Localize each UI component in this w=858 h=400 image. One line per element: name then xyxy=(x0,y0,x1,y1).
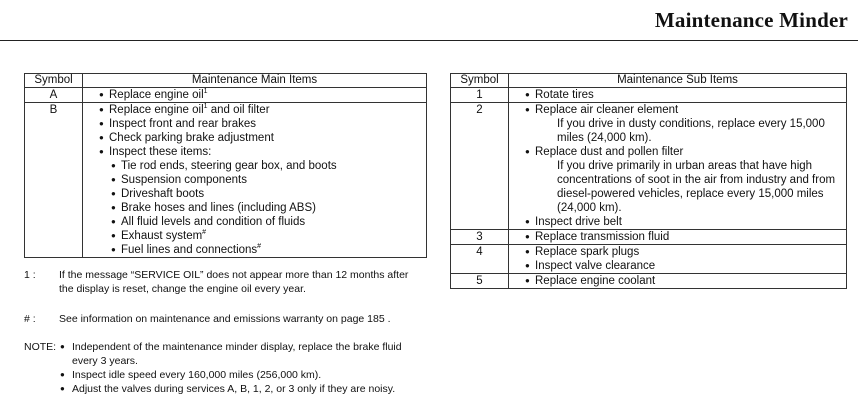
items-cell xyxy=(509,245,847,274)
symbol-cell: 4 xyxy=(451,245,509,274)
main-items-table xyxy=(24,73,427,258)
items-cell xyxy=(509,88,847,103)
symbol-cell: 5 xyxy=(451,274,509,289)
table-row xyxy=(451,274,847,289)
table-row xyxy=(25,103,427,258)
symbol-cell: 2 xyxy=(451,103,509,230)
symbol-cell: A xyxy=(25,88,83,103)
item-note: If you drive primarily in urban areas that have high concentrations of soot in the air from industry and from diesel-powered vehicles, replace every 15,000 miles (24,000 km). xyxy=(557,160,836,214)
footnote-mark: 1 : xyxy=(24,269,36,281)
list-item: ● Rotate tires xyxy=(525,88,842,102)
list-item: ● Replace dust and pollen filter If you drive primarily in urban areas that have high concentrations of soot in the air from industry and from diesel-powered vehicles, replace every 15,000 miles (24,000 km). xyxy=(525,145,842,215)
list-item: ● Inspect front and rear brakes xyxy=(99,117,422,131)
note-item: ● Adjust the valves during services A, B, 1, 2, or 3 only if they are noisy. xyxy=(60,382,420,396)
sub-list-item: ● Driveshaft boots xyxy=(111,187,422,201)
list-item: ● Inspect drive belt xyxy=(525,215,842,229)
footnote-mark: # : xyxy=(24,313,36,325)
symbol-cell: 1 xyxy=(451,88,509,103)
table-row xyxy=(451,230,847,245)
items-cell xyxy=(509,103,847,230)
table-row xyxy=(451,88,847,103)
main-table-header xyxy=(25,74,427,88)
symbol-header: Symbol xyxy=(451,74,509,88)
list-item: ● Replace spark plugs xyxy=(525,245,842,259)
footnote-marker: # xyxy=(257,243,262,251)
sub-list-item: ● Exhaust system# xyxy=(111,229,422,243)
symbol-cell: B xyxy=(25,103,83,258)
sub-table-header xyxy=(451,74,847,88)
sub-list-item: ● Suspension components xyxy=(111,173,422,187)
footnote-warranty xyxy=(24,312,419,326)
footnote-text: If the message “SERVICE OIL” does not appear more than 12 months after the display is reset, change the engine oil every year. xyxy=(59,269,409,295)
sub-list-item: ● Fuel lines and connections# xyxy=(111,243,422,257)
sub-items-header: Maintenance Sub Items xyxy=(509,74,847,88)
table-row xyxy=(451,245,847,274)
footnote-marker: 1 xyxy=(203,88,208,96)
list-item: ● Inspect valve clearance xyxy=(525,259,842,273)
notes-block xyxy=(24,340,420,396)
list-item: ● Replace engine oil$^1$ xyxy=(99,88,422,102)
sub-list-item: ● All fluid levels and condition of fluids xyxy=(111,215,422,229)
table-row xyxy=(25,88,427,103)
header-rule xyxy=(0,40,858,41)
list-item: ● Inspect these items: ● Tie rod ends, steering gear box, and boots ● Suspension components ● Driveshaft boots ● Brake hoses and lines (including ABS) ● All fluid levels and condition of fluids ● Exhaust system# ● Fuel lines and connections# xyxy=(99,145,422,257)
footnote-oil xyxy=(24,268,419,296)
items-cell xyxy=(83,103,427,258)
sub-list-item: ● Brake hoses and lines (including ABS) xyxy=(111,201,422,215)
list-item: ● Replace transmission fluid xyxy=(525,230,842,244)
items-cell xyxy=(509,230,847,245)
symbol-cell: 3 xyxy=(451,230,509,245)
list-item: ● Replace air cleaner element If you drive in dusty conditions, replace every 15,000 miles (24,000 km). xyxy=(525,103,842,145)
items-cell xyxy=(509,274,847,289)
sub-items-table xyxy=(450,73,847,289)
main-items-header: Maintenance Main Items xyxy=(83,74,427,88)
items-cell xyxy=(83,88,427,103)
table-row xyxy=(451,103,847,230)
symbol-header: Symbol xyxy=(25,74,83,88)
page-title: Maintenance Minder xyxy=(654,8,848,32)
footnote-marker: # xyxy=(202,229,207,237)
note-label: NOTE: xyxy=(24,341,57,353)
footnote-text: See information on maintenance and emissions warranty on page 185 . xyxy=(59,313,391,325)
note-item: ● Independent of the maintenance minder display, replace the brake fluid every 3 years. xyxy=(60,340,420,368)
list-item: ● Replace engine coolant xyxy=(525,274,842,288)
sub-list-item: ● Tie rod ends, steering gear box, and boots xyxy=(111,159,422,173)
item-note: If you drive in dusty conditions, replace every 15,000 miles (24,000 km). xyxy=(557,118,825,144)
list-item: ● Check parking brake adjustment xyxy=(99,131,422,145)
footnote-marker: 1 xyxy=(203,103,208,111)
note-item: ● Inspect idle speed every 160,000 miles (256,000 km). xyxy=(60,368,420,382)
list-item: ● Replace engine oil$^1$ and oil filter xyxy=(99,103,422,117)
